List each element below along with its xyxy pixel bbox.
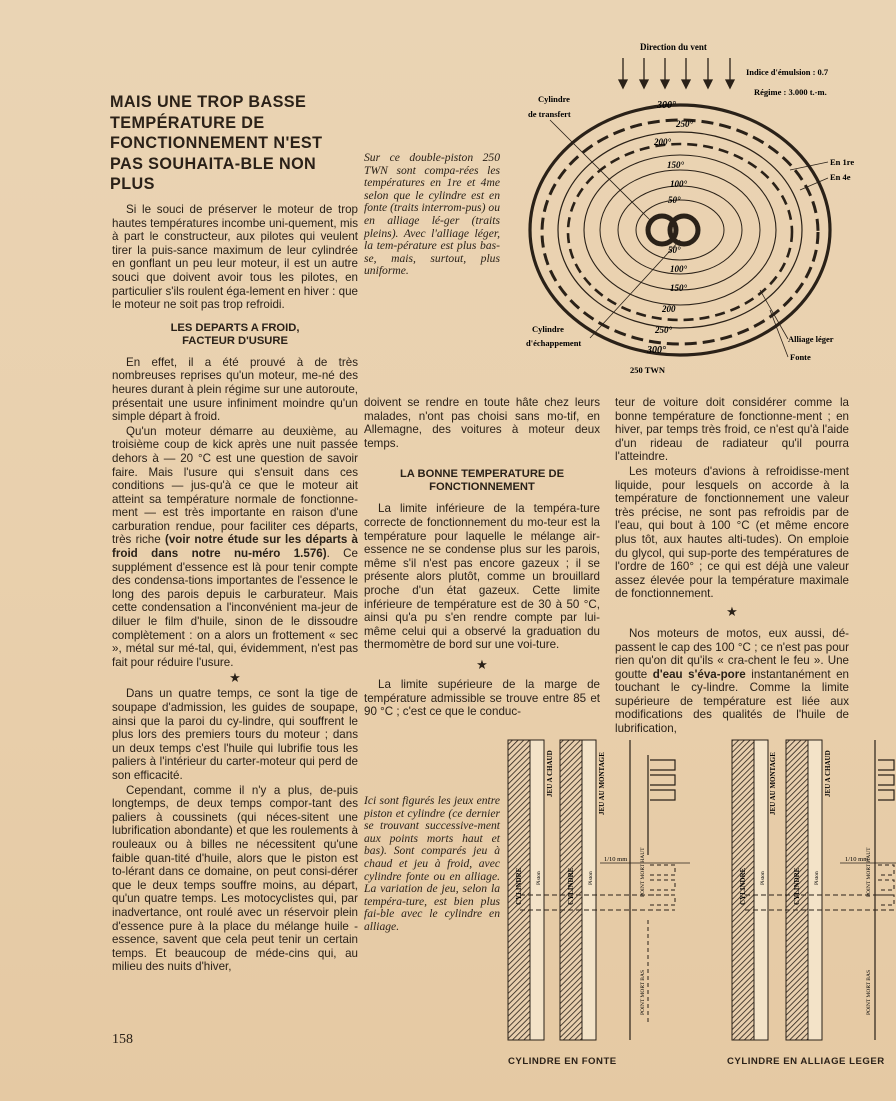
alliage-diagram bbox=[732, 740, 896, 1040]
alliage-mm-label: 1/10 mm bbox=[845, 856, 869, 863]
temp-200-top: 200° bbox=[654, 137, 672, 147]
temp-200-bottom: 200 bbox=[662, 304, 676, 314]
col3-p2: Les moteurs d'avions à refroidisse-ment liquide, pour lesquels on accorde à la température de fonctionnement une valeur très précise, ne sont pas refroidis par de l'eau, qui bout à 100 °C (et même encore plus tôt, aux hautes alti-tudes). On emploie du glycol, qui sup-porte des températures de l'ordre de 160° ; ce qui est déjà une valeur assez élevée pour la température maximale de fonctionnement. bbox=[615, 464, 849, 601]
col1-p2: Qu'un moteur démarre au deuxième, au troisième coup de kick après une nuit passée dehors à — 20 °C est une question de savoir faire. Mais l'usure qui s'ensuit dans ces conditions — jus-qu'à ce que le moteur ait atteint sa température normale de fonctionne-ment — est très importante en raison d'une carburation rendue, pour faciliter ces départs, très riche (voir notre étude sur les départs à froid dans notre nu-méro 1.576). Ce supplément d'essence est là pour tenir compte des condensa-tions importantes de l'essence le long des parois depuis le carburateur. Mais cette condensation a l'inconvénient ma-jeur de diluer le film d'huile, sinon de le dissoudre complètement : on a alors un frottement « sec », métal sur mé-tal, qui, évidemment, n'est pas fait pour réduire l'usure. bbox=[112, 424, 359, 669]
col1-intro: Si le souci de préserver le moteur de trop hautes températures incombe uni-quement, mis à part le constructeur, aux pilotes qui veulent tirer la puis-sance maximum de leur cylindrée en gonflant un peu leur moteur, il est un autre souci que doivent avoir tous les pilotes, en particulier s'ils roulent éga-lement en hiver : que le moteur ne soit pas trop refroidi. bbox=[112, 203, 358, 312]
alliage-pmh-label: POINT MORT HAUT bbox=[866, 847, 872, 897]
star-separator: ★ bbox=[476, 656, 488, 672]
col2-p3: La limite supérieure de la marge de température admissible se trouve entre 85 et 90 °C ; c'est ce que le conduc- bbox=[364, 677, 600, 719]
fonte-cylindre-label-2: CYLINDRE bbox=[567, 867, 575, 905]
fonte-jeu-montage-label: JEU AU MONTAGE bbox=[598, 752, 606, 815]
fonte-piston-label-2: Piston bbox=[588, 871, 594, 885]
temp-300-bottom: 300° bbox=[647, 345, 666, 356]
caption-bottom: Ici sont figurés les jeux entre piston et cylindre (ce dernier se trouvant successive-ment aux points morts haut et bas). Sont comparés jeu à chaud et jeu à froid, avec cylindre fonte ou en alliage. La variation de jeu, selon la tempéra-ture, est bien plus fai-ble avec le cylindre en alliage. bbox=[364, 794, 500, 933]
fonte-label: Fonte bbox=[790, 352, 811, 362]
col1-p4: Cependant, comme il n'y a plus, de-puis longtemps, de deux temps compor-tant des paliers à coussinets (qui néces-sitent une lubrification abondante) et que les roulements à rouleaux ou à billes ne nécessitent qu'une faible quan-tité d'huile, alors que le piston est to-lérant dans ce domaine, on peut consi-dérer que le deux temps souffre moins, au départ, qu'un quatre temps. Les motocyclistes qui, par inadvertance, ont roulé avec un réservoir plein d'essence pure à la place du mélange huile - essence, savent que cela peut tenir un certain temps. Et beaucoup de méde-cins qui, au milieu des nuits d'hiver, bbox=[112, 783, 358, 974]
star-separator: ★ bbox=[229, 670, 241, 686]
caption-top: Sur ce double-piston 250 TWN sont compa-rées les températures en 1re et 4me selon que le cylindre est en fonte (traits interrom-pus) ou en alliage lé-ger (traits pleins). Avec l'alliage léger, la tem-pérature est plus bas-se, mais, surtout, plus uniforme. bbox=[364, 151, 500, 278]
direction-label: Direction du vent bbox=[640, 42, 707, 52]
fonte-pmb-label: POINT MORT BAS bbox=[640, 969, 646, 1015]
fonte-diagram bbox=[508, 740, 690, 1040]
cylindre-transfert-label: Cylindre bbox=[538, 94, 570, 104]
temp-50-top: 50° bbox=[668, 195, 681, 205]
alliage-jeu-montage-label: JEU AU MONTAGE bbox=[769, 752, 777, 815]
fonte-cylindre-label-1: CYLINDRE bbox=[515, 867, 523, 905]
model-label: 250 TWN bbox=[630, 365, 666, 375]
headline: MAIS UNE TROP BASSE TEMPÉRATURE DE FONCTIONNEMENT N'EST PAS SOUHAITA-BLE NON PLUS bbox=[110, 93, 323, 193]
col1-p3: Dans un quatre temps, ce sont la tige de soupape d'admission, les guides de soupape, ainsi que la paroi du cy-lindre, qui souffrent le plus lors des premiers tours du moteur ; dans un deux temps c'est l'huile qui lubrifie tous les paliers à l'intérieur du carter-moteur qui perd de son efficacité. bbox=[112, 687, 358, 782]
temp-50-bottom: 50° bbox=[668, 245, 681, 255]
col1-subheading: LES DEPARTS A FROID, FACTEUR D'USURE bbox=[170, 321, 300, 347]
temp-250-bottom: 250° bbox=[655, 325, 673, 335]
col2-subheading: LA BONNE TEMPERATURE DE FONCTIONNEMENT bbox=[399, 468, 565, 494]
cylindre-transfert-label-2: de transfert bbox=[528, 109, 571, 119]
col1-p1: En effet, il a été prouvé à de très nombreuses reprises qu'un moteur, me-né des heures durant à plein régime sur une autoroute, présentait une usure infiniment moindre qu'un simple départ à froid. bbox=[112, 355, 358, 424]
temp-100-bottom: 100° bbox=[670, 264, 688, 274]
temp-150-bottom: 150° bbox=[670, 283, 688, 293]
label-cylindre-alliage: CYLINDRE EN ALLIAGE LEGER bbox=[727, 1056, 885, 1067]
alliage-cylindre-label-1: CYLINDRE bbox=[739, 867, 747, 905]
en-1re-label: En 1re bbox=[830, 157, 855, 167]
en-4e-label: En 4e bbox=[830, 172, 851, 182]
cylindre-echappement-label: Cylindre bbox=[532, 324, 564, 334]
label-cylindre-fonte: CYLINDRE EN FONTE bbox=[508, 1056, 617, 1067]
alliage-pmb-label: POINT MORT BAS bbox=[866, 969, 872, 1015]
alliage-piston-label-1: Piston bbox=[760, 871, 766, 885]
alliage-cylindre-label-2: CYLINDRE bbox=[793, 867, 801, 905]
regime-label: Régime : 3.000 t.-m. bbox=[754, 87, 827, 97]
fonte-piston-label-1: Piston bbox=[536, 871, 542, 885]
column-1 bbox=[112, 203, 358, 975]
col2-p2: La limite inférieure de la tempéra-ture correcte de fonctionnement du mo-teur est la température pour laquelle le mélange air-essence ne se condense plus sur les parois, même s'il n'est pas encore gazeux ; il se présente alors plutôt, comme un brouillard proche d'un état gazeux. Cette limite inférieure de température est de 30 à 50 °C, ainsi qu'a pu s'en rendre compte par lui-même celui qui a observé la graduation du thermomètre de bord sur une voi-ture. bbox=[364, 502, 600, 652]
temperature-diagram bbox=[520, 40, 880, 380]
col1-p2-bold: (voir notre étude sur les départs à froid dans notre nu-méro 1.576) bbox=[112, 533, 359, 561]
fonte-pmh-label: POINT MORT HAUT bbox=[640, 847, 646, 897]
fonte-mm-label: 1/10 mm bbox=[604, 856, 628, 863]
col3-p1: teur de voiture doit considérer comme la bonne température de fonctionne-ment ; en hiver, par temps très froid, ce n'est qu'à l'aide d'un rideau de radiateur qu'il pourra l'atteindre. bbox=[615, 396, 849, 464]
col3-p3: Nos moteurs de motos, eux aussi, dé-passent le cap des 100 °C ; ce n'est pas pour rien qu'on dit qu'ils « cra-chent le feu ». Une goutte d'eau s'éva-pore instantanément en touchant le cy-lindre. Comme la limite supérieure de température est liée aux modifications des qualités de l'huile de lubrification, bbox=[615, 626, 849, 736]
wind-arrows bbox=[619, 58, 734, 88]
alliage-leger-label: Alliage léger bbox=[788, 334, 834, 344]
temp-100-top: 100° bbox=[670, 179, 688, 189]
cylindre-echappement-label-2: d'échappement bbox=[526, 338, 582, 348]
clearance-diagram bbox=[500, 735, 896, 1055]
column-2 bbox=[364, 396, 600, 720]
fonte-jeu-chaud-label: JEU A CHAUD bbox=[546, 750, 554, 797]
col3-p3-bold: d'eau s'éva-pore bbox=[652, 667, 746, 681]
alliage-piston-label-2: Piston bbox=[814, 871, 820, 885]
star-separator: ★ bbox=[726, 603, 738, 619]
indice-label: Indice d'émulsion : 0.7 bbox=[746, 67, 829, 77]
col2-p1: doivent se rendre en toute hâte chez leurs malades, n'ont pas choisi sans mo-tif, en Allemagne, des voitures à moteur deux temps. bbox=[364, 396, 600, 450]
page-number: 158 bbox=[112, 1032, 133, 1047]
alliage-jeu-chaud-label: JEU A CHAUD bbox=[824, 750, 832, 797]
temp-300-top: 300° bbox=[657, 100, 676, 111]
column-3 bbox=[615, 396, 849, 737]
temp-150-top: 150° bbox=[667, 160, 685, 170]
temp-250-top: 250° bbox=[676, 119, 694, 129]
